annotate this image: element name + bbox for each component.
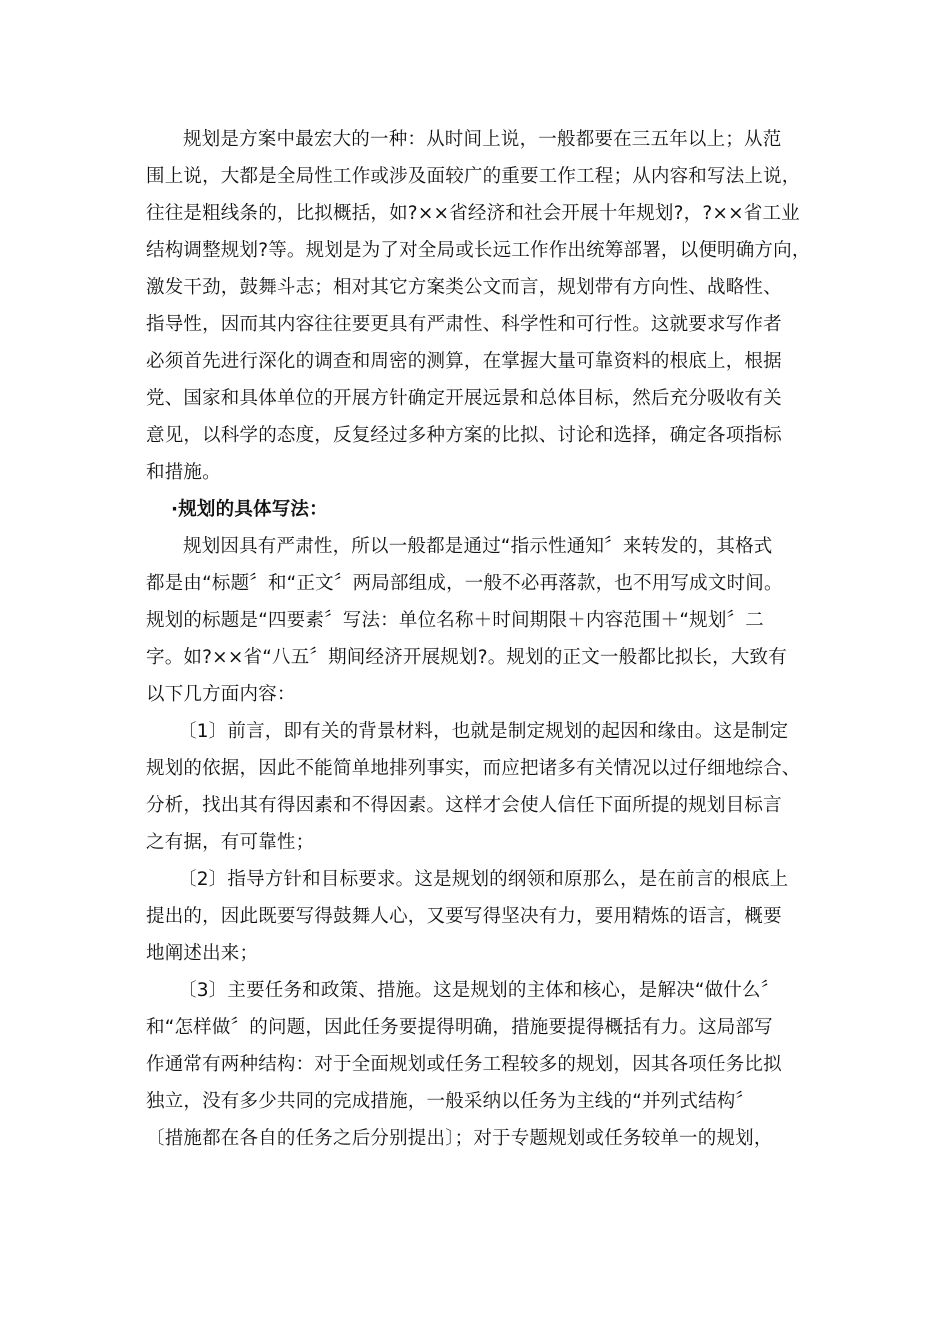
text-line: 〔3〕主要任务和政策、措施。这是规划的主体和核心，是解决“做什么〞: [178, 980, 780, 1001]
text-line: 独立，没有多少共同的完成措施，一般采纳以任务为主线的“并列式结构〞: [146, 1091, 755, 1112]
text-line: 〔2〕指导方针和目标要求。这是规划的纲领和原那么，是在前言的根底上: [178, 869, 789, 890]
text-line: 作通常有两种结构：对于全面规划或任务工程较多的规划，因其各项任务比拟: [146, 1054, 782, 1075]
text-line: 以下几方面内容：: [146, 684, 296, 705]
text-line: 规划的标题是“四要素〞写法：单位名称＋时间期限＋内容范围＋“规划〞二: [146, 610, 764, 631]
text-line: 〔1〕前言，即有关的背景材料，也就是制定规划的起因和缘由。这是制定: [178, 721, 789, 742]
text-line: 意见，以科学的态度，反复经过多种方案的比拟、讨论和选择，确定各项指标: [146, 425, 782, 446]
text-line: 都是由“标题〞和“正文〞两局部组成，一般不必再落款，也不用写成文时间。: [146, 573, 783, 594]
text-line: 往往是粗线条的，比拟概括，如?××省经济和社会开展十年规划?，?××省工业: [146, 203, 800, 224]
text-line: 提出的，因此既要写得鼓舞人心，又要写得坚决有力，要用精炼的语言，概要: [146, 906, 782, 927]
text-line: 必须首先进行深化的调查和周密的测算，在掌握大量可靠资料的根底上，根据: [146, 351, 782, 372]
text-line: 围上说，大都是全局性工作或涉及面较广的重要工作工程；从内容和写法上说，: [146, 166, 801, 187]
text-line: 字。如?××省“八五〞期间经济开展规划?。规划的正文一般都比拟长，大致有: [146, 647, 787, 668]
text-line: 党、国家和具体单位的开展方针确定开展远景和总体目标，然后充分吸收有关: [146, 388, 782, 409]
text-line: 结构调整规划?等。规划是为了对全局或长远工作作出统筹部署，以便明确方向，: [146, 240, 811, 261]
text-line: 激发干劲，鼓舞斗志；相对其它方案类公文而言，规划带有方向性、战略性、: [146, 277, 782, 298]
text-line: 指导性，因而其内容往往要更具有严肃性、科学性和可行性。这就要求写作者: [146, 314, 782, 335]
text-line: 分析，找出其有得因素和不得因素。这样才会使人信任下面所提的规划目标言: [146, 795, 782, 816]
text-line: 规划是方案中最宏大的一种：从时间上说，一般都要在三五年以上；从范: [183, 129, 782, 150]
text-line: 之有据，有可靠性；: [146, 832, 315, 853]
text-line: 规划因具有严肃性，所以一般都是通过“指示性通知〞来转发的，其格式: [183, 536, 773, 557]
section-heading: ·规划的具体写法：: [171, 499, 328, 520]
text-line: 地阐述出来；: [146, 943, 259, 964]
text-line: 和“怎样做〞的问题，因此任务要提得明确，措施要提得概括有力。这局部写: [146, 1017, 773, 1038]
text-line: 〔措施都在各自的任务之后分别提出〕；对于专题规划或任务较单一的规划，: [146, 1128, 773, 1149]
text-line: 规划的依据，因此不能简单地排列事实，而应把诸多有关情况以过仔细地综合、: [146, 758, 801, 779]
text-line: 和措施。: [146, 462, 221, 483]
